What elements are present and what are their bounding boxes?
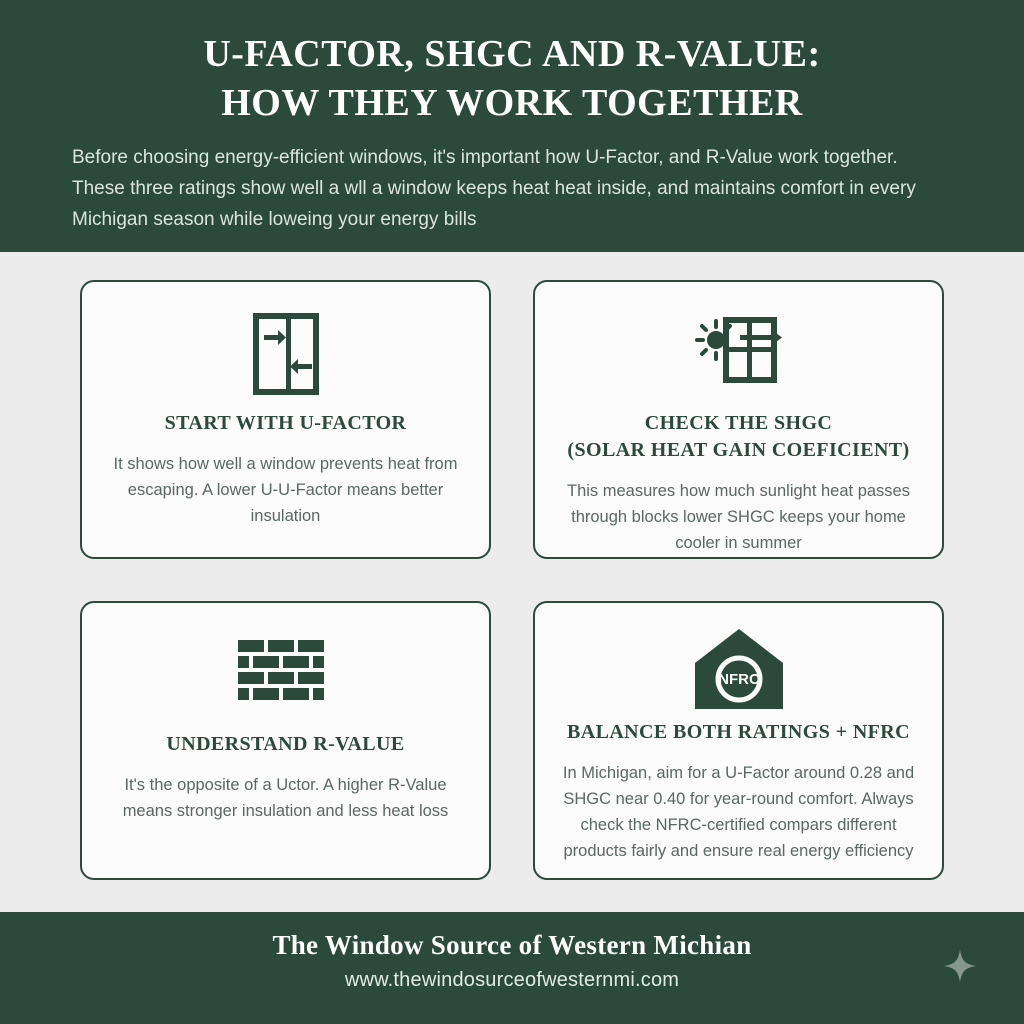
card-body: In Michigan, aim for a U-Factor around 0.28 and SHGC near 0.40 for year-round comfort. Always check the NFRC-certified compars different products fairly and ensure real energy efficiency <box>562 764 915 861</box>
card-body: It's the opposite of a Uctor. A higher R-Value means stronger insulation and less heat loss <box>122 776 449 821</box>
card-title <box>567 719 910 746</box>
sparkle-icon <box>942 948 978 984</box>
card-shgc <box>533 280 944 559</box>
card-title-subline: (SOLAR HEAT GAIN COEFICIENT) <box>567 439 910 461</box>
footer-section <box>0 912 1024 1024</box>
card-title <box>567 410 909 464</box>
card-body: It shows how well a window prevents heat from escaping. A lower U-U-Factor means better insulation <box>113 455 458 526</box>
brick-wall-icon <box>234 623 338 727</box>
card-title-main: CHECK THE SHGC <box>644 412 833 434</box>
card-body: This measures how much sunlight heat passes through blocks lower SHGC keeps your home cooler in summer <box>566 482 910 553</box>
card-title-main: UNDERSTAND R-VALUE <box>166 733 405 755</box>
cards-area <box>0 252 1024 912</box>
nfrc-house-icon <box>687 623 791 715</box>
card-title-main: START WITH U-FACTOR <box>164 412 407 434</box>
card-u-factor <box>80 280 491 559</box>
header-subtitle: Before choosing energy-efficient windows, it's important how U-Factor, and R-Value work together. These three ratings show well a wll a window keeps heat heat inside, and maintains comfort in every Michigan season while loweing your energy bills <box>72 147 916 230</box>
nfrc-label: NFRC <box>717 671 760 688</box>
page-title-line-2: HOW THEY WORK TOGETHER <box>221 81 803 124</box>
card-title <box>165 410 407 437</box>
sun-through-window-icon <box>684 302 794 406</box>
footer-company-name: The Window Source of Western Michian <box>272 930 752 960</box>
page-title-line-1: U-FACTOR, SHGC AND R-VALUE: <box>203 33 821 75</box>
card-title <box>166 731 404 758</box>
cards-grid <box>80 280 944 880</box>
page-title <box>64 30 960 127</box>
footer-website-url[interactable]: www.thewindosurceofwesternmi.com <box>344 969 680 991</box>
card-r-value <box>80 601 491 880</box>
card-title-main: BALANCE BOTH RATINGS + NFRC <box>567 721 910 743</box>
card-balance-nfrc <box>533 601 944 880</box>
header-section <box>0 0 1024 252</box>
window-heat-flow-icon <box>234 302 338 406</box>
